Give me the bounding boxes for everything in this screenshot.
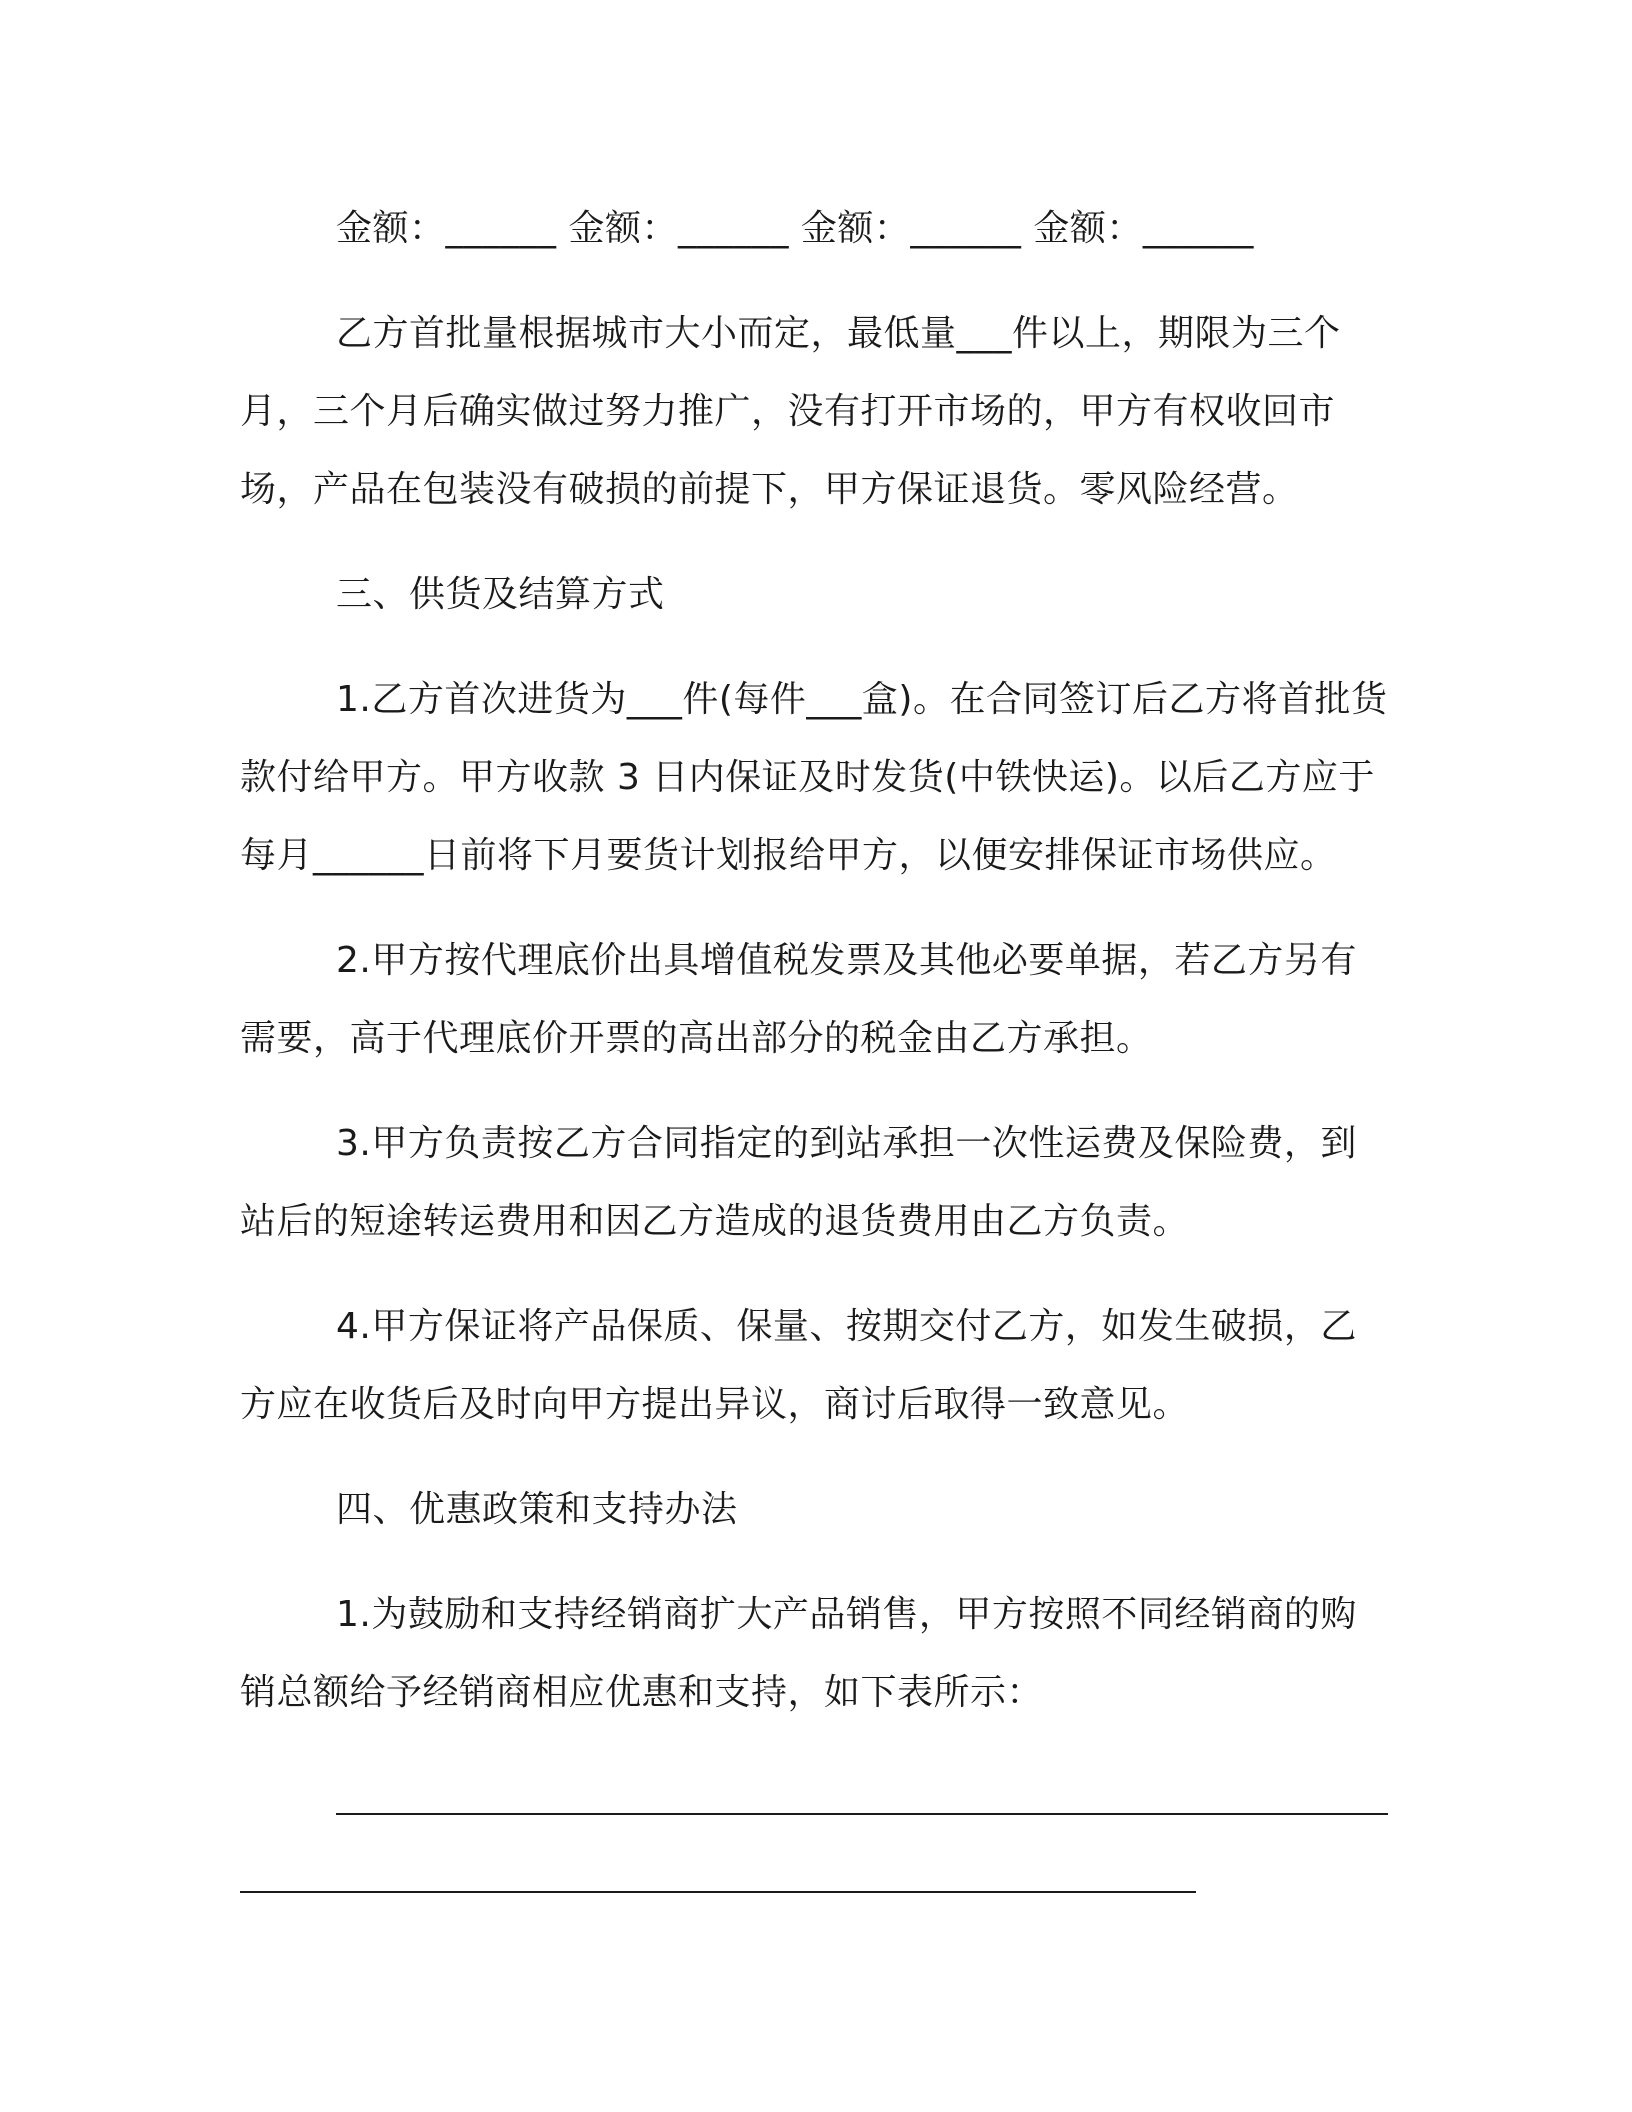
section-heading-supply-settlement: 三、供货及结算方式 [336,574,665,615]
clause-3-4: 4.甲方保证将产品保质、保量、按期交付乙方，如发生破损，乙方应在收货后及时向甲方提出异议，商讨后取得一致意见。 [240,1306,1357,1425]
blank-fill-line-1 [240,1759,1392,1837]
amount-row: 金额：______ 金额：______ 金额：______ 金额：______ [336,208,1254,249]
clause-4-1: 1.为鼓励和支持经销商扩大产品销售，甲方按照不同经销商的购销总额给予经销商相应优惠和支持，如下表所示： [240,1594,1357,1713]
clause-3-1: 1.乙方首次进货为___件(每件___盒)。在合同签订后乙方将首批货款付给甲方。甲方收款 3 日内保证及时发货(中铁快运)。以后乙方应于每月______日前将下月要货计划报给甲方，以便安排保证市场供应。 [240,679,1388,876]
clause-3-2: 2.甲方按代理底价出具增值税发票及其他必要单据，若乙方另有需要，高于代理底价开票的高出部分的税金由乙方承担。 [240,940,1357,1059]
clause-3-3: 3.甲方负责按乙方合同指定的到站承担一次性运费及保险费，到站后的短途转运费用和因乙方造成的退货费用由乙方负责。 [240,1123,1357,1242]
document-body [240,190,1392,1915]
blank-fill-line-2 [240,1837,1392,1915]
section-heading-preferential-policy: 四、优惠政策和支持办法 [336,1489,738,1530]
paragraph-min-quantity: 乙方首批量根据城市大小而定，最低量___件以上，期限为三个月，三个月后确实做过努力推广，没有打开市场的，甲方有权收回市场，产品在包装没有破损的前提下，甲方保证退货。零风险经营。 [240,313,1341,510]
